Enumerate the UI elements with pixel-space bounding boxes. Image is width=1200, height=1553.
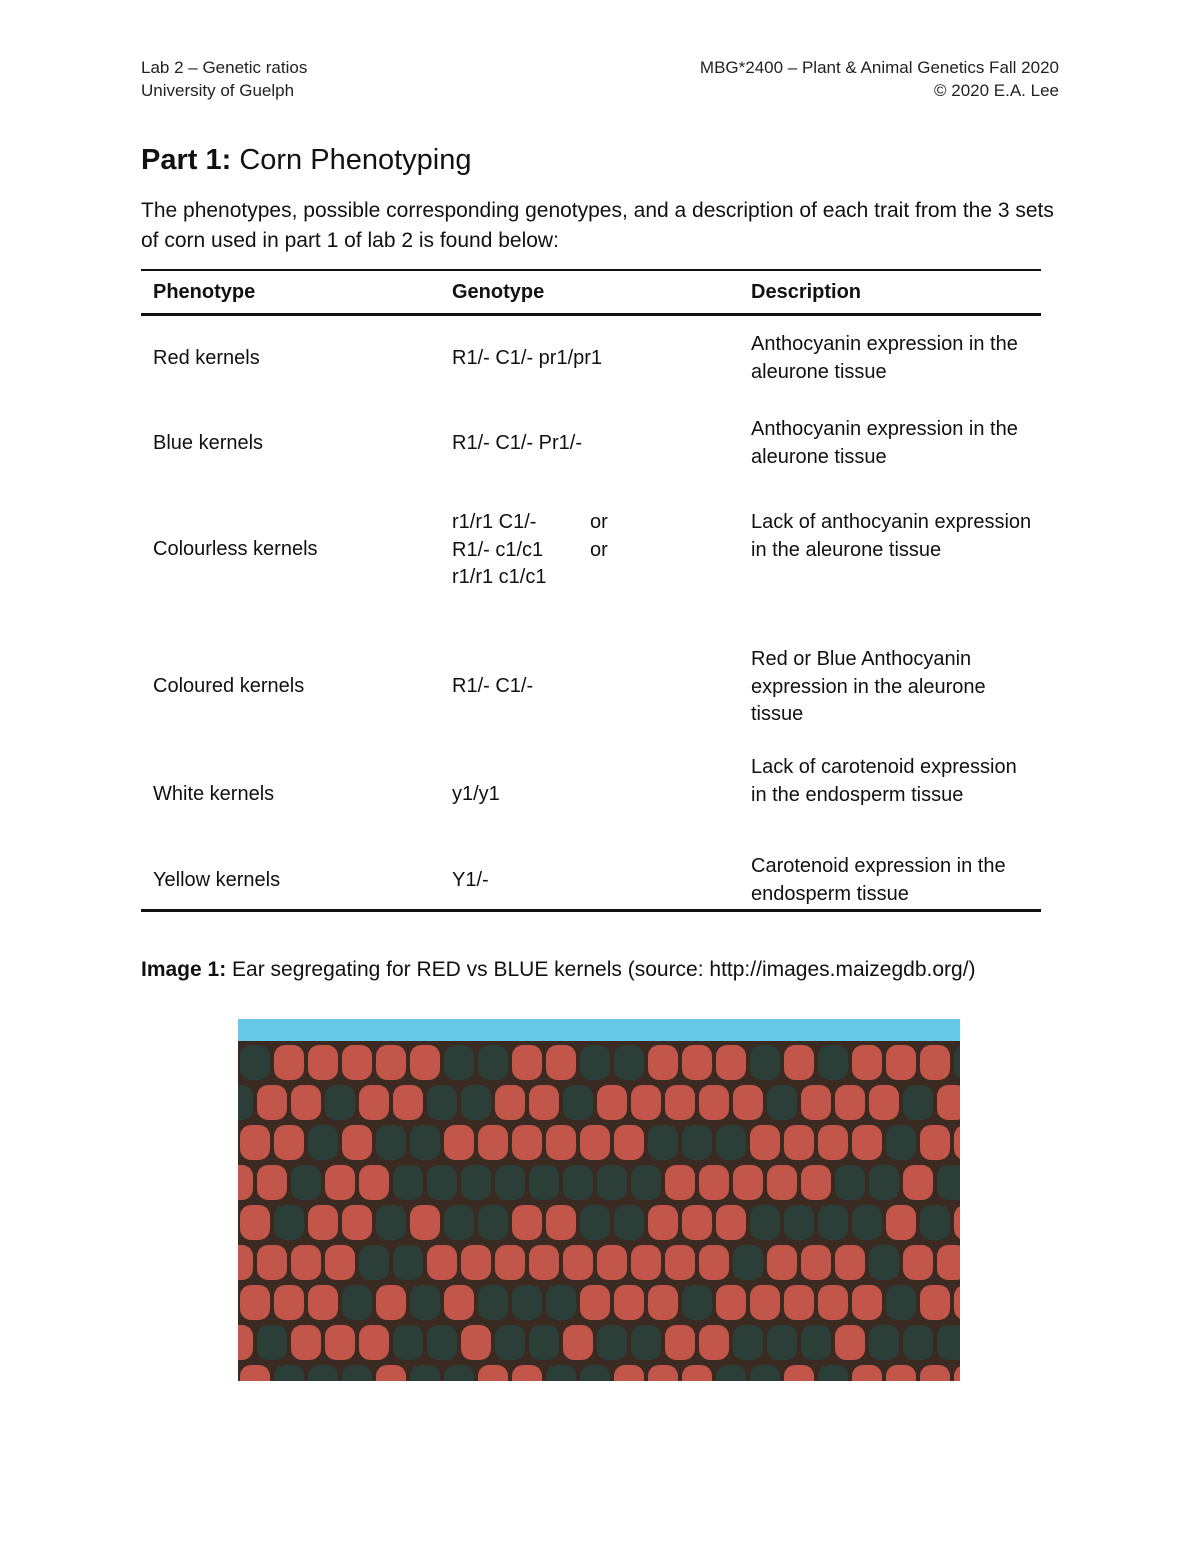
column-header-phenotype: Phenotype [153, 281, 256, 303]
kernel [274, 1365, 304, 1381]
kernel [359, 1085, 389, 1120]
kernel [376, 1045, 406, 1080]
header-course-lab: Lab 2 – Genetic ratios [141, 58, 308, 77]
kernel [835, 1325, 865, 1360]
description-cell: Lack of anthocyanin expression in the aleurone tissue [751, 511, 1032, 561]
phenotype-cell: Colourless kernels [153, 538, 318, 560]
kernel [376, 1365, 406, 1381]
description-cell: Red or Blue Anthocyanin expression in the aleurone tissue [751, 648, 986, 725]
kernel [274, 1125, 304, 1160]
description-cell: Carotenoid expression in the endosperm tissue [751, 855, 1006, 905]
kernel [614, 1285, 644, 1320]
kernel [359, 1245, 389, 1280]
kernel [410, 1285, 440, 1320]
kernel [308, 1365, 338, 1381]
kernel [291, 1085, 321, 1120]
kernel [665, 1085, 695, 1120]
kernel [240, 1365, 270, 1381]
image-caption-label: Image 1: [141, 958, 227, 981]
kernel [665, 1165, 695, 1200]
kernel [240, 1125, 270, 1160]
kernel [716, 1205, 746, 1240]
kernel [308, 1045, 338, 1080]
kernel [835, 1085, 865, 1120]
kernel [648, 1125, 678, 1160]
kernel [427, 1165, 457, 1200]
table-row [141, 488, 1041, 613]
kernel [886, 1285, 916, 1320]
kernel [733, 1325, 763, 1360]
kernel [631, 1085, 661, 1120]
kernel [869, 1325, 899, 1360]
kernel [920, 1205, 950, 1240]
kernel [444, 1205, 474, 1240]
genotype-option: r1/r1 c1/c1 [452, 566, 547, 588]
kernel [478, 1045, 508, 1080]
kernel [393, 1085, 423, 1120]
table-row [141, 316, 1041, 402]
kernel [580, 1285, 610, 1320]
kernel [238, 1245, 253, 1280]
kernel [274, 1285, 304, 1320]
genotype-cell: y1/y1 [452, 783, 500, 805]
kernel [238, 1165, 253, 1200]
kernel [529, 1165, 559, 1200]
kernel [682, 1285, 712, 1320]
kernel [750, 1045, 780, 1080]
kernel [886, 1365, 916, 1381]
phenotype-table [141, 269, 1041, 911]
kernel [750, 1285, 780, 1320]
kernel [903, 1325, 933, 1360]
kernel [682, 1365, 712, 1381]
image-caption [141, 955, 1041, 985]
genotype-cell: R1/- C1/- Pr1/- [452, 432, 583, 454]
kernel [937, 1325, 960, 1360]
phenotype-cell: Yellow kernels [153, 869, 281, 891]
genotype-option: r1/r1 C1/- [452, 511, 537, 533]
genotype-cell: R1/- C1/- [452, 675, 534, 697]
kernel [478, 1125, 508, 1160]
kernel [495, 1325, 525, 1360]
kernel [716, 1365, 746, 1381]
kernel [818, 1365, 848, 1381]
table-row [141, 827, 1041, 911]
kernel [495, 1245, 525, 1280]
kernel [274, 1205, 304, 1240]
phenotype-cell: Red kernels [153, 347, 260, 369]
kernel [359, 1325, 389, 1360]
kernel [903, 1085, 933, 1120]
kernel [733, 1245, 763, 1280]
kernel [648, 1285, 678, 1320]
kernel [648, 1365, 678, 1381]
kernel [240, 1045, 270, 1080]
kernel [308, 1125, 338, 1160]
kernel [937, 1245, 960, 1280]
column-header-genotype: Genotype [452, 281, 545, 303]
kernel [512, 1045, 542, 1080]
kernel [886, 1125, 916, 1160]
kernel [852, 1045, 882, 1080]
kernel [920, 1365, 950, 1381]
phenotype-cell: White kernels [153, 783, 275, 805]
kernel [852, 1125, 882, 1160]
kernel [886, 1205, 916, 1240]
kernel [529, 1325, 559, 1360]
kernel [512, 1125, 542, 1160]
genotype-connector: or [590, 511, 608, 533]
header-copyright: © 2020 E.A. Lee [933, 81, 1059, 100]
kernel [580, 1205, 610, 1240]
kernel [733, 1165, 763, 1200]
kernel [444, 1285, 474, 1320]
kernel [478, 1285, 508, 1320]
kernel [648, 1205, 678, 1240]
kernel [767, 1165, 797, 1200]
kernel [818, 1205, 848, 1240]
kernel [937, 1085, 960, 1120]
kernel [342, 1365, 372, 1381]
description-cell: Anthocyanin expression in the aleurone tissue [751, 418, 1018, 468]
kernel [512, 1205, 542, 1240]
kernel [342, 1045, 372, 1080]
kernel [563, 1165, 593, 1200]
kernel [699, 1085, 729, 1120]
kernel [580, 1045, 610, 1080]
kernel [716, 1045, 746, 1080]
genotype-cell: R1/- C1/- pr1/pr1 [452, 347, 603, 369]
kernel [512, 1285, 542, 1320]
kernel [444, 1125, 474, 1160]
kernel [597, 1165, 627, 1200]
kernel [784, 1045, 814, 1080]
header-university: University of Guelph [141, 81, 295, 100]
kernel [784, 1205, 814, 1240]
kernel [920, 1125, 950, 1160]
kernel [238, 1325, 253, 1360]
kernel [444, 1045, 474, 1080]
kernel [376, 1205, 406, 1240]
kernel [478, 1205, 508, 1240]
kernel [495, 1085, 525, 1120]
kernel [274, 1045, 304, 1080]
kernel [597, 1325, 627, 1360]
kernel [342, 1125, 372, 1160]
kernel [631, 1325, 661, 1360]
kernel [427, 1245, 457, 1280]
phenotype-cell: Coloured kernels [153, 675, 305, 697]
kernel [512, 1365, 542, 1381]
kernel [291, 1245, 321, 1280]
kernel [614, 1125, 644, 1160]
kernel [682, 1125, 712, 1160]
table-row [141, 719, 1041, 827]
kernel [580, 1365, 610, 1381]
kernel [529, 1245, 559, 1280]
column-header-description: Description [751, 281, 862, 303]
genotype-connector: or [590, 538, 608, 561]
kernel [291, 1165, 321, 1200]
kernel [784, 1285, 814, 1320]
kernel [699, 1245, 729, 1280]
kernel [546, 1205, 576, 1240]
kernel [563, 1325, 593, 1360]
kernel [427, 1085, 457, 1120]
kernel [682, 1205, 712, 1240]
table-header-row [141, 271, 1041, 316]
kernel [546, 1125, 576, 1160]
kernel [546, 1285, 576, 1320]
kernel [920, 1285, 950, 1320]
kernel [257, 1165, 287, 1200]
table-row [141, 402, 1041, 488]
kernel [614, 1365, 644, 1381]
kernel [937, 1165, 960, 1200]
kernel [359, 1165, 389, 1200]
kernel [818, 1285, 848, 1320]
kernel [325, 1325, 355, 1360]
header-right [700, 56, 1059, 102]
kernel [852, 1205, 882, 1240]
kernel [291, 1325, 321, 1360]
kernel [308, 1205, 338, 1240]
kernel [869, 1165, 899, 1200]
kernel [614, 1205, 644, 1240]
kernel [648, 1045, 678, 1080]
kernel [903, 1245, 933, 1280]
kernel [308, 1285, 338, 1320]
kernel [597, 1245, 627, 1280]
kernel [529, 1085, 559, 1120]
kernel [767, 1085, 797, 1120]
kernel [631, 1245, 661, 1280]
kernel [869, 1245, 899, 1280]
kernel [903, 1165, 933, 1200]
kernel [325, 1085, 355, 1120]
table-bottom-rule [141, 909, 1041, 912]
kernel [852, 1365, 882, 1381]
kernel [682, 1045, 712, 1080]
kernel [546, 1045, 576, 1080]
kernel [801, 1325, 831, 1360]
kernel [240, 1285, 270, 1320]
kernel [478, 1365, 508, 1381]
kernel [393, 1325, 423, 1360]
kernel [546, 1365, 576, 1381]
kernel [461, 1165, 491, 1200]
kernel [495, 1165, 525, 1200]
kernel [801, 1245, 831, 1280]
kernel [444, 1365, 474, 1381]
kernel [835, 1245, 865, 1280]
section-title [141, 142, 471, 178]
kernel [342, 1285, 372, 1320]
corn-ear-illustration [238, 1019, 960, 1381]
genotype-cell: Y1/- [452, 869, 489, 891]
kernel [750, 1365, 780, 1381]
kernel [801, 1165, 831, 1200]
kernel [818, 1125, 848, 1160]
kernel [920, 1045, 950, 1080]
kernel [750, 1125, 780, 1160]
header-course-title: MBG*2400 – Plant & Animal Genetics Fall 2020 [699, 58, 1059, 77]
kernel [699, 1165, 729, 1200]
kernel [427, 1325, 457, 1360]
kernel [238, 1085, 253, 1120]
corn-ear-photo [238, 1019, 960, 1381]
genotype-option: R1/- c1/c1 [452, 538, 544, 561]
description-cell: Lack of carotenoid expression in the endosperm tissue [751, 756, 1017, 806]
kernel [376, 1285, 406, 1320]
kernel [580, 1125, 610, 1160]
kernel [257, 1085, 287, 1120]
description-cell: Anthocyanin expression in the aleurone tissue [751, 333, 1018, 383]
kernel [393, 1245, 423, 1280]
kernel [801, 1085, 831, 1120]
kernel [325, 1165, 355, 1200]
table-row [141, 613, 1041, 725]
kernel [852, 1285, 882, 1320]
kernel [886, 1045, 916, 1080]
kernel [614, 1045, 644, 1080]
kernel [410, 1045, 440, 1080]
kernel [461, 1245, 491, 1280]
kernel [461, 1325, 491, 1360]
kernel [410, 1125, 440, 1160]
kernel [835, 1165, 865, 1200]
kernel [257, 1325, 287, 1360]
image-caption-text: Ear segregating for RED vs BLUE kernels (source: http://images.maizegdb.org/) [232, 958, 976, 981]
kernel [716, 1285, 746, 1320]
header-left [141, 56, 307, 102]
kernel [869, 1085, 899, 1120]
genotype-cell [452, 509, 608, 592]
kernel [716, 1125, 746, 1160]
kernel [410, 1205, 440, 1240]
kernel [665, 1325, 695, 1360]
kernel [818, 1045, 848, 1080]
kernel [563, 1085, 593, 1120]
kernel [750, 1205, 780, 1240]
section-heading: Corn Phenotyping [239, 144, 472, 176]
kernel [376, 1125, 406, 1160]
kernel [597, 1085, 627, 1120]
kernel [393, 1165, 423, 1200]
kernel [733, 1085, 763, 1120]
kernel [784, 1125, 814, 1160]
kernel [563, 1245, 593, 1280]
kernel [665, 1245, 695, 1280]
section-label: Part 1: [141, 144, 232, 176]
kernel [257, 1245, 287, 1280]
kernel [767, 1245, 797, 1280]
intro-paragraph: The phenotypes, possible corresponding genotypes, and a description of each trait from the 3 sets of corn used in part 1 of lab 2 is found below: [141, 199, 1054, 252]
kernel [767, 1325, 797, 1360]
phenotype-cell: Blue kernels [153, 432, 264, 454]
kernel [461, 1085, 491, 1120]
kernel [410, 1365, 440, 1381]
kernel [240, 1205, 270, 1240]
kernel [699, 1325, 729, 1360]
kernel [784, 1365, 814, 1381]
kernel [631, 1165, 661, 1200]
kernel [325, 1245, 355, 1280]
kernel [342, 1205, 372, 1240]
